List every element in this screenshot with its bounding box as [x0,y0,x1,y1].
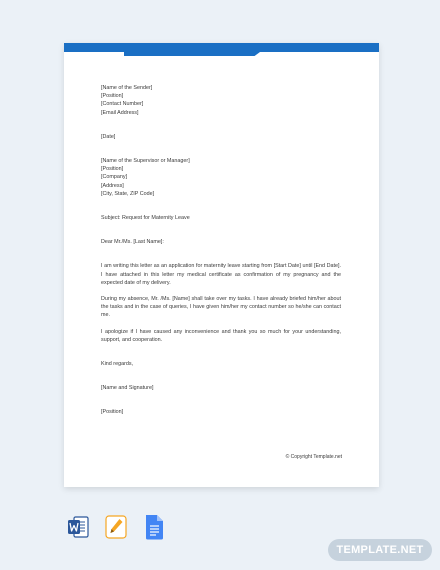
recipient-city: [City, State, ZIP Code] [101,190,155,197]
copyright-notice: © Copyright Template.net [285,454,342,460]
sender-email: [Email Address] [101,109,139,116]
word-icon[interactable] [67,514,89,540]
letter-body [101,84,341,417]
closing: Kind regards, [101,361,134,368]
sender-name: [Name of the Sender] [101,85,153,91]
recipient-name: [Name of the Supervisor or Manager] [101,158,190,165]
header-bar [64,43,379,52]
header-bar-accent [124,52,260,56]
salutation: Dear Mr./Ms. [Last Name]: [101,239,164,246]
recipient-position: [Position] [101,166,124,173]
signature-position: [Position] [101,409,124,416]
sender-contact: [Contact Number] [101,101,144,108]
body-paragraph: I am writing this letter as an application for maternity leave starting from [Start Date] until [End Date]. I have attached in this letter my medical certificate as confirmation of my pregnancy and the expected date of my delivery. [101,263,341,286]
letter-date: [Date] [101,133,116,140]
body-paragraph: I apologize if I have caused any inconvenience and thank you so much for your understanding, support, and cooperation. [101,328,341,343]
recipient-address: [Address] [101,182,124,189]
signature-line: [Name and Signature] [101,385,154,392]
letter-page [64,43,379,487]
recipient-company: [Company] [101,174,128,181]
brand-badge[interactable]: TEMPLATE.NET [328,539,432,561]
sender-block [101,84,341,117]
sender-position: [Position] [101,93,124,100]
pages-icon[interactable] [105,514,127,540]
body-paragraph: During my absence, Mr. /Ms. [Name] shall take over my tasks. I have already briefed him/her about the tasks and in the case of queries, I have given him/her my contact number so he/she can contact me. [101,296,341,319]
subject-line: Subject: Request for Maternity Leave [101,215,190,222]
google-docs-icon[interactable] [143,514,165,540]
app-icons [67,514,165,540]
recipient-block [101,157,341,198]
